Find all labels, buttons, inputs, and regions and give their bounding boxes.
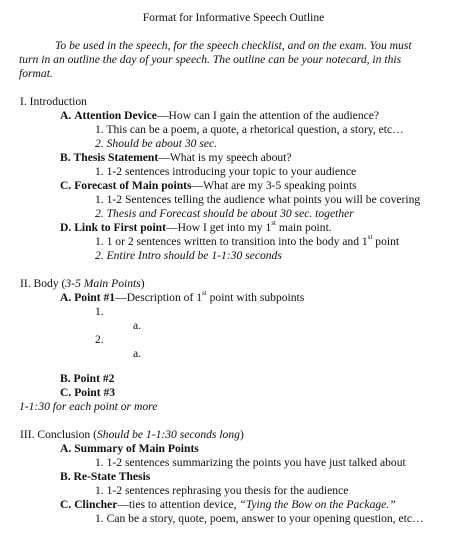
- superscript: st: [367, 233, 373, 242]
- item-label: D.: [60, 221, 72, 234]
- subpoint: 1. 1-2 sentences introducing your topic to your audience: [95, 165, 357, 178]
- outline-item-forecast: [60, 179, 357, 193]
- item-label: B.: [60, 151, 71, 164]
- outline-item-clincher: [60, 498, 396, 512]
- item-quote: “Tying the Bow on the Package.”: [239, 498, 396, 511]
- body-timing-note: 1-1:30 for each point or more: [19, 400, 158, 413]
- page-title: Format for Informative Speech Outline: [142, 11, 325, 24]
- heading-text: III. Conclusion (: [20, 428, 97, 441]
- item-heading: Point #1: [74, 291, 116, 304]
- subpoint: 2. Thesis and Forecast should be about 30 sec. together: [95, 207, 354, 220]
- item-heading: Thesis Statement: [73, 151, 159, 164]
- intro-line-1: To be used in the speech, for the speech checklist, and on the exam. You must: [55, 39, 412, 52]
- heading-close: ): [239, 428, 244, 441]
- item-description: —Description of 1: [115, 291, 203, 304]
- outline-item-restate-thesis: [60, 470, 150, 484]
- item-heading: Summary of Main Points: [74, 442, 199, 455]
- item-description: —How can I gain the attention of the audience?: [156, 109, 380, 122]
- item-heading: Re-State Thesis: [73, 470, 151, 483]
- heading-note: Should be 1-1:30 seconds long: [96, 428, 240, 441]
- item-label: C.: [60, 179, 72, 192]
- item-description-end: point with subpoints: [206, 291, 305, 304]
- outline-item-attention-device: [60, 109, 379, 123]
- superscript: st: [271, 219, 276, 228]
- outline-item-point-2: [60, 372, 114, 386]
- subpoint: 1. This can be a poem, a quote, a rhetorical question, a story, etc…: [95, 123, 404, 136]
- item-heading: Link to First point: [74, 221, 166, 234]
- heading-note: 3-5 Main Points: [65, 277, 141, 290]
- item-description: —How I get into my 1: [166, 221, 272, 234]
- outline-item-thesis-statement: [60, 151, 292, 165]
- item-label: A.: [60, 442, 72, 455]
- item-label: B.: [60, 372, 71, 385]
- heading-close: ): [140, 277, 145, 290]
- item-heading: Attention Device: [74, 109, 157, 122]
- item-description: —What are my 3-5 speaking points: [191, 179, 357, 192]
- heading-text: II. Body (: [20, 277, 66, 290]
- subpoint: 1. 1-2 Sentences telling the audience what points you will be covering: [95, 193, 421, 206]
- intro-line-3: format.: [19, 67, 53, 80]
- superscript: st: [202, 289, 207, 298]
- item-description: —What is my speech about?: [158, 151, 292, 164]
- subpoint-text: 1. 1 or 2 sentences written to transition into the body and 1: [95, 235, 368, 248]
- item-heading: Clincher: [74, 498, 118, 511]
- intro-line-2: turn in an outline the day of your speech. The outline can be your notecard, in this: [19, 53, 402, 66]
- item-label: B.: [60, 470, 71, 483]
- section-introduction-heading: I. Introduction: [20, 95, 87, 108]
- subpoint: 1. 1-2 sentences summarizing the points you have just talked about: [95, 456, 406, 469]
- item-description: —ties to attention device,: [117, 498, 240, 511]
- section-conclusion-heading: [20, 428, 244, 442]
- subpoint: 1. Can be a story, quote, poem, answer to your opening question, etc…: [95, 512, 424, 525]
- item-label: A.: [60, 291, 72, 304]
- item-heading: Point #3: [74, 386, 116, 399]
- subpoint-letter: a.: [133, 319, 142, 332]
- item-label: C.: [60, 498, 72, 511]
- outline-item-link-to-first-point: [60, 221, 332, 235]
- subpoint: [95, 235, 399, 249]
- subpoint: 2. Entire Intro should be 1-1:30 seconds: [95, 249, 282, 262]
- section-body-heading: [20, 277, 145, 291]
- subpoint: 2. Should be about 30 sec.: [95, 137, 218, 150]
- subpoint-text-end: point: [372, 235, 400, 248]
- item-heading: Forecast of Main points: [74, 179, 192, 192]
- outline-item-point-1: [60, 291, 304, 305]
- item-heading: Point #2: [73, 372, 115, 385]
- subpoint: 1. 1-2 sentences rephrasing you thesis for the audience: [95, 484, 349, 497]
- subpoint-number: 1.: [95, 305, 104, 318]
- subpoint-letter: a.: [133, 347, 142, 360]
- item-label: C.: [60, 386, 72, 399]
- item-description-end: main point.: [275, 221, 332, 234]
- outline-item-summary: [60, 442, 199, 456]
- outline-item-point-3: [60, 386, 115, 400]
- subpoint-number: 2.: [95, 333, 104, 346]
- item-label: A.: [60, 109, 72, 122]
